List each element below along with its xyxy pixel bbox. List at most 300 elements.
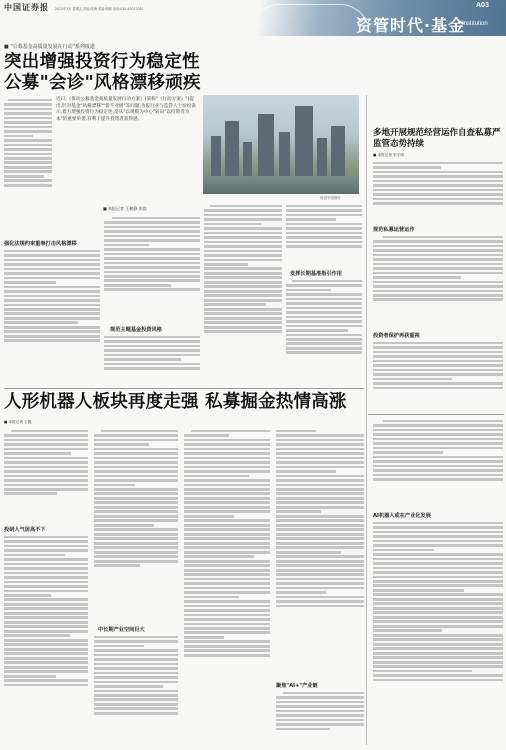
lower-byline: ■ 本报记者 王健 [4, 420, 32, 424]
text-line [286, 218, 336, 221]
text-line [373, 593, 503, 596]
text-line [94, 528, 178, 531]
text-line [373, 447, 503, 450]
text-line [204, 227, 282, 230]
text-line [373, 429, 503, 432]
text-line [104, 266, 200, 269]
text-line [4, 179, 52, 182]
text-line [94, 676, 178, 679]
text-line [373, 531, 503, 534]
text-line [184, 537, 270, 540]
text-line [184, 497, 270, 500]
right-headline: 多地开展规范经营运作自查私募严监管态势持续 [373, 128, 501, 149]
text-line [4, 625, 88, 628]
text-line [373, 656, 503, 659]
text-line [94, 542, 178, 545]
text-line [276, 443, 364, 446]
text-line [4, 621, 88, 624]
text-line [4, 153, 52, 156]
text-line [4, 254, 100, 257]
page-label: Institution [462, 21, 488, 27]
text-line [373, 549, 434, 552]
text-line [373, 526, 503, 529]
main-body-col0 [4, 97, 52, 227]
text-line [286, 232, 362, 235]
text-line [184, 609, 270, 612]
text-line [184, 573, 270, 576]
main-body-col3 [204, 203, 282, 384]
text-line [4, 466, 88, 469]
text-line [286, 334, 362, 337]
text-line [276, 492, 364, 495]
text-line [286, 284, 362, 287]
text-line [184, 614, 270, 617]
text-line [276, 484, 364, 487]
text-line [4, 117, 52, 120]
text-line [373, 465, 503, 468]
text-line [286, 205, 362, 208]
text-line [11, 430, 88, 433]
text-line [204, 299, 282, 302]
text-line [4, 263, 100, 266]
text-line [286, 241, 362, 244]
main-subhead-3: 发挥长期基准指引作用 [290, 271, 342, 277]
text-line [373, 625, 503, 628]
text-line [286, 342, 362, 345]
series-tag: ■ "公募基金高质量发展在行动"系列报道 [4, 44, 95, 50]
text-line [4, 666, 88, 669]
text-line [4, 103, 52, 106]
masthead [0, 0, 506, 38]
text-line [373, 584, 503, 587]
text-line [4, 277, 100, 280]
text-line [204, 267, 282, 270]
text-line [4, 175, 44, 178]
text-line [276, 537, 364, 540]
text-line [191, 430, 270, 433]
lower-divider [4, 388, 364, 389]
text-line [94, 681, 178, 684]
text-line [184, 596, 239, 599]
text-line [373, 180, 503, 183]
text-line [276, 605, 364, 608]
text-line [276, 448, 364, 451]
text-line [373, 616, 503, 619]
text-line [373, 478, 503, 481]
text-line [4, 259, 100, 262]
lower-body-col1b [4, 534, 88, 746]
main-subhead-2: 规范主题基金投资风格 [110, 327, 162, 333]
text-line [4, 339, 100, 342]
lead-paragraph: 近日,《推动公募基金高质量发展行动方案》(简称"《行动方案》")提出,针对基金"风格漂移""货不对板"等问题,为报行业与监管人士纷纷表示,着力增强投资行为稳定性,是从"以规模为中心"转向"以投资者为本"的重要举措,有利于提升投资者获得感。 [56, 97, 197, 122]
text-line [276, 475, 364, 478]
text-line [4, 130, 52, 133]
text-line [94, 524, 154, 527]
text-line [286, 311, 362, 314]
text-line [94, 685, 163, 688]
text-line [184, 466, 270, 469]
lower-body-col2 [94, 428, 178, 622]
text-line [104, 340, 200, 343]
text-line [184, 591, 270, 594]
text-line [4, 268, 100, 271]
text-line [4, 594, 51, 597]
text-line [373, 652, 503, 655]
text-line [4, 475, 88, 478]
text-line [94, 466, 178, 469]
text-line [94, 551, 178, 554]
text-line [373, 382, 503, 385]
text-line [373, 647, 503, 650]
main-body-col4b [286, 278, 362, 384]
text-line [4, 304, 100, 307]
text-line [94, 649, 178, 652]
text-line [276, 728, 330, 731]
text-line [104, 271, 200, 274]
text-line [4, 661, 88, 664]
text-line [184, 640, 270, 643]
text-line [373, 198, 503, 201]
text-line [184, 457, 270, 460]
text-line [204, 214, 282, 217]
text-line [104, 262, 200, 265]
text-line [373, 558, 503, 561]
text-line [276, 501, 364, 504]
text-line [373, 460, 503, 463]
text-line [276, 470, 336, 473]
right-subhead-1: 规范私募运营运作 [373, 227, 415, 233]
text-line [4, 126, 52, 129]
text-line [276, 714, 364, 717]
text-line [276, 596, 364, 599]
text-line [276, 515, 364, 518]
text-line [204, 285, 282, 288]
text-line [94, 501, 178, 504]
text-line [4, 630, 88, 633]
text-line [204, 312, 282, 315]
text-line [4, 139, 52, 142]
text-line [276, 573, 364, 576]
text-line [286, 351, 362, 354]
text-line [373, 184, 503, 187]
text-line [4, 634, 70, 637]
text-line [286, 347, 362, 350]
text-line [373, 171, 503, 174]
text-line [94, 645, 144, 648]
text-line [4, 312, 100, 315]
text-line [373, 469, 503, 472]
text-line [4, 492, 57, 495]
text-line [373, 351, 503, 354]
text-line [204, 254, 282, 257]
text-line [184, 519, 270, 522]
lower-headline: 人形机器人板块再度走强 私募掘金热情高涨 [4, 392, 347, 412]
text-line [373, 189, 503, 192]
text-line [94, 564, 140, 567]
text-line [4, 684, 88, 687]
text-line [184, 623, 270, 626]
text-line [184, 546, 270, 549]
text-line [204, 250, 282, 253]
text-line [373, 602, 503, 605]
text-line [184, 649, 270, 652]
text-line [373, 638, 503, 641]
text-line [94, 461, 178, 464]
main-headline-line1: 突出增强投资行为稳定性 [4, 52, 200, 72]
text-line [4, 549, 88, 552]
right-body-2 [373, 234, 503, 329]
text-line [373, 611, 503, 614]
text-line [184, 582, 270, 585]
text-line [104, 257, 200, 260]
right-body-5 [373, 520, 503, 746]
text-line [94, 470, 178, 473]
text-line [276, 457, 364, 460]
text-line [184, 461, 270, 464]
text-line [373, 346, 503, 349]
text-line [4, 657, 88, 660]
text-line [184, 492, 270, 495]
text-line [204, 294, 282, 297]
text-line [104, 284, 171, 287]
text-line [276, 696, 364, 699]
text-line [4, 321, 78, 324]
text-line [94, 694, 178, 697]
text-line [94, 515, 178, 518]
text-line [4, 290, 100, 293]
text-line [94, 667, 178, 670]
text-line [94, 452, 178, 455]
text-line [373, 620, 503, 623]
text-line [286, 227, 362, 230]
text-line [4, 308, 100, 311]
text-line [373, 166, 441, 169]
text-line [104, 275, 200, 278]
text-line [94, 690, 178, 693]
right-divider [368, 414, 504, 415]
text-line [373, 378, 452, 381]
text-line [204, 236, 282, 239]
right-body-3 [373, 340, 503, 410]
text-line [373, 360, 503, 363]
text-line [276, 560, 364, 563]
text-line [4, 166, 52, 169]
text-line [373, 553, 503, 556]
text-line [286, 316, 362, 319]
text-line [94, 546, 178, 549]
text-line [4, 585, 88, 588]
text-line [184, 600, 270, 603]
main-subhead-1: 强化法规约束重拳打击风格漂移 [4, 241, 77, 247]
text-line [373, 162, 503, 165]
text-line [94, 672, 178, 675]
text-line [94, 658, 178, 661]
text-line [184, 484, 270, 487]
right-byline: ■ 本报记者 朱宇琪 [373, 153, 404, 157]
text-line [373, 258, 503, 261]
text-line [373, 580, 503, 583]
text-line [184, 555, 254, 558]
text-line [286, 245, 362, 248]
text-line [286, 325, 362, 328]
text-line [184, 524, 270, 527]
text-line [4, 612, 88, 615]
text-line [4, 545, 88, 548]
text-line [204, 303, 266, 306]
text-line [104, 349, 200, 352]
page-code: A03 [476, 2, 489, 9]
text-line [184, 627, 270, 630]
lower-body-col4 [276, 428, 364, 678]
text-line [184, 528, 270, 531]
text-line [184, 551, 270, 554]
text-line [204, 209, 282, 212]
text-line [4, 434, 88, 437]
text-line [4, 448, 88, 451]
text-line [4, 281, 56, 284]
text-line [104, 253, 200, 256]
text-line [4, 170, 52, 173]
text-line [104, 279, 200, 282]
text-line [276, 452, 364, 455]
text-line [204, 276, 282, 279]
text-line [94, 663, 178, 666]
text-line [4, 679, 88, 682]
text-line [4, 121, 52, 124]
text-line [286, 223, 362, 226]
text-line [204, 218, 282, 221]
text-line [184, 501, 270, 504]
text-line [184, 506, 270, 509]
text-line [373, 249, 503, 252]
text-line [4, 479, 88, 482]
masthead-left [4, 2, 144, 13]
text-line [276, 434, 364, 437]
text-line [373, 535, 503, 538]
text-line [4, 563, 88, 566]
text-line [94, 488, 178, 491]
text-line [373, 661, 503, 664]
text-line [4, 148, 52, 151]
text-line [4, 439, 88, 442]
text-line [204, 317, 282, 320]
text-line [4, 295, 100, 298]
text-line [4, 603, 88, 606]
text-line [276, 497, 364, 500]
text-line [276, 564, 364, 567]
text-line [373, 589, 464, 592]
text-line [373, 285, 503, 288]
text-line [94, 479, 178, 482]
text-line [94, 707, 178, 710]
text-line [373, 670, 472, 673]
text-line [276, 569, 364, 572]
text-line [373, 342, 503, 345]
text-line [276, 519, 364, 522]
text-line [4, 572, 88, 575]
text-line [4, 484, 88, 487]
text-line [104, 354, 200, 357]
text-line [94, 443, 149, 446]
lower-subhead-2: 中长期产业空间巨大 [98, 627, 145, 633]
city-photo [203, 95, 359, 194]
text-line [4, 161, 52, 164]
text-line [373, 456, 503, 459]
text-line [104, 221, 200, 224]
text-line [104, 239, 200, 242]
text-line [276, 546, 364, 549]
text-line [184, 515, 234, 518]
text-line [204, 232, 282, 235]
text-line [286, 302, 362, 305]
text-line [4, 250, 100, 253]
text-line [94, 457, 178, 460]
main-body-col2 [104, 215, 200, 323]
text-line [184, 587, 270, 590]
text-line [373, 387, 503, 390]
text-line [276, 587, 364, 590]
text-line [4, 488, 88, 491]
main-body-col1 [4, 248, 100, 384]
text-line [204, 326, 282, 329]
text-line [4, 184, 52, 187]
text-line [4, 108, 52, 111]
text-line [4, 330, 100, 333]
text-line [276, 582, 364, 585]
text-line [4, 335, 100, 338]
main-body-col4 [286, 203, 362, 267]
column-divider [366, 95, 367, 745]
text-line [276, 510, 321, 513]
right-subhead-2: 投资者保护再获重视 [373, 333, 420, 339]
text-line [104, 230, 200, 233]
text-line [204, 272, 282, 275]
text-line [104, 288, 200, 291]
text-line [94, 537, 178, 540]
text-line [94, 475, 178, 478]
text-line [204, 259, 282, 262]
text-line [4, 286, 100, 289]
text-line [184, 439, 270, 442]
text-line [373, 281, 503, 284]
text-line [276, 506, 364, 509]
text-line [184, 578, 270, 581]
text-line [94, 712, 178, 715]
text-line [94, 560, 178, 563]
text-line [184, 488, 270, 491]
text-line [4, 326, 100, 329]
text-line [286, 320, 362, 323]
text-line [184, 564, 270, 567]
text-line [276, 719, 364, 722]
main-body-col2b [104, 334, 200, 384]
photo-credit: 视觉中国图片 [320, 196, 341, 200]
text-line [4, 112, 52, 115]
text-line [4, 590, 88, 593]
right-lower-subhead: AI机器人或在产业化发展 [373, 513, 431, 519]
text-line [184, 542, 270, 545]
text-line [286, 214, 362, 217]
text-line [184, 510, 270, 513]
text-line [373, 442, 503, 445]
text-line [286, 298, 362, 301]
text-line [373, 175, 503, 178]
text-line [4, 536, 88, 539]
text-line [184, 618, 270, 621]
text-line [94, 555, 178, 558]
text-line [112, 217, 200, 220]
text-line [4, 675, 56, 678]
